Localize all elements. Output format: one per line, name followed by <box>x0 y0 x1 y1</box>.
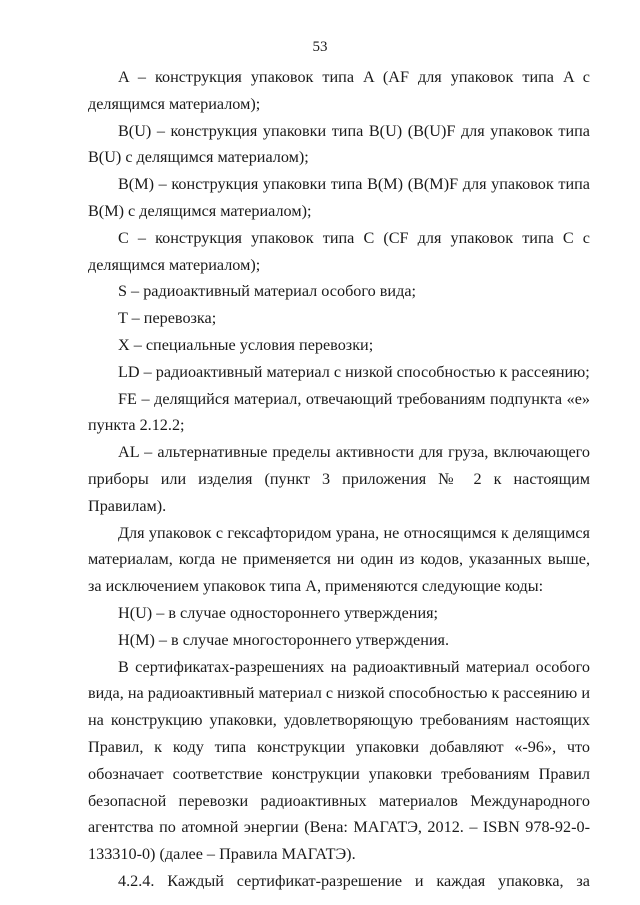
paragraph-code-x: X – специальные условия перевозки; <box>118 335 374 354</box>
paragraph-code-hm: H(M) – в случае многостороннего утверждения. <box>118 630 450 649</box>
paragraph-section-4-2-4: 4.2.4. Каждый сертификат-разрешение и каждая упаковка, за <box>118 871 590 890</box>
paragraph-certificates-96: В сертификатах-разрешениях на радиоактивный материал особого вида, на радиоактивный материал с низкой способностью к рассеянию и на конструкцию упаковки, удовлетворяющую требованиям настоящих Правил, к коду типа конструкции упаковки добавляют «-96», что обозначает соответствие конструкции упаковки требованиям Правил безопасной перевозки радиоактивных материалов Международного агентства по атомной энергии (Вена: МАГАТЭ, 2012. – ISBN 978-92-0-133310-0) (далее – Правила МАГАТЭ). <box>88 657 590 864</box>
paragraph-code-hu: H(U) – в случае одностороннего утверждения; <box>118 603 439 622</box>
paragraph-code-fe: FE – делящийся материал, отвечающий требованиям подпункта «е» пункта 2.12.2; <box>88 389 590 435</box>
paragraph-code-t: T – перевозка; <box>118 309 217 328</box>
page-number: 53 <box>312 39 328 55</box>
paragraph-code-bm: B(M) – конструкция упаковки типа B(M) (B(M)F для упаковок типа B(M) с делящимся материалом); <box>88 175 590 220</box>
paragraph-code-s: S – радиоактивный материал особого вида; <box>118 282 416 301</box>
paragraph-uf6-packages: Для упаковок с гексафторидом урана, не относящимся к делящимся материалам, когда не применяется ни один из кодов, указанных выше, за исключением упаковок типа A, применяются следующие коды: <box>88 523 590 596</box>
paragraph-code-bu: B(U) – конструкция упаковки типа B(U) (B(U)F для упаковок типа B(U) с делящимся материалом); <box>88 121 590 167</box>
paragraph-code-ld: LD – радиоактивный материал с низкой способностью к рассеянию; <box>118 362 590 381</box>
paragraph-code-a: A – конструкция упаковок типа A (AF для упаковок типа A с делящимся материалом); <box>88 68 590 113</box>
document-body <box>88 64 590 895</box>
paragraph-code-c: C – конструкция упаковок типа C (CF для упаковок типа C с делящимся материалом); <box>88 228 590 274</box>
paragraph-code-al: AL – альтернативные пределы активности для груза, включающего приборы или изделия (пункт 3 приложения № 2 к настоящим Правилам). <box>88 443 590 515</box>
